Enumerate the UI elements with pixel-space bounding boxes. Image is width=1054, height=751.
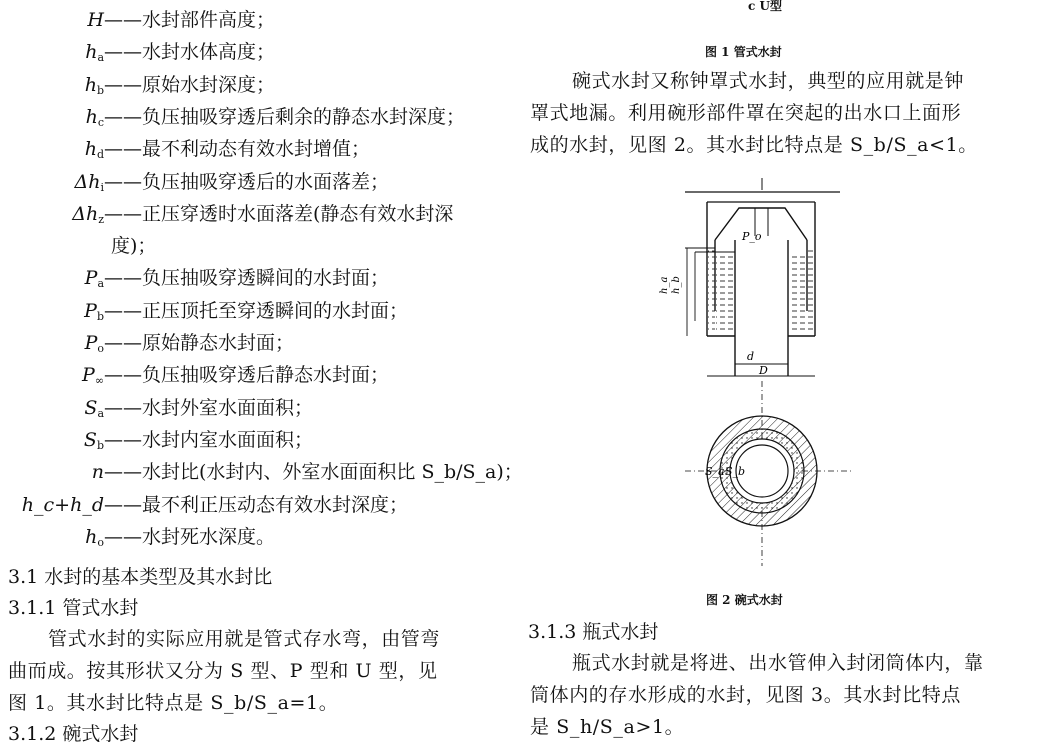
definition-description: ——负压抽吸穿透后静态水封面； <box>104 364 390 387</box>
definition-description: ——最不利动态有效水封增值； <box>104 138 371 161</box>
para-bowl-line-2: 罩式地漏。利用碗形部件罩在突起的出水口上面形 <box>530 102 962 124</box>
section-heading-3-1-1: 3.1.1 管式水封 <box>8 597 139 619</box>
definition-description: ——水封比(水封内、外室水面面积比 S_b/S_a)； <box>104 461 523 484</box>
definition-symbol: $h_a$ <box>85 41 104 65</box>
definition-description: 度)； <box>111 235 157 258</box>
definition-symbol: $\Delta h_z$ <box>72 202 104 226</box>
definition-description: ——正压顶托至穿透瞬间的水封面； <box>104 299 409 322</box>
definition-description: ——水封死水深度。 <box>104 525 276 548</box>
definition-description: ——水封外室水面面积； <box>104 396 314 419</box>
section-heading-3-1: 3.1 水封的基本类型及其水封比 <box>8 566 273 588</box>
definition-symbol: $h_d$ <box>84 138 104 162</box>
para-pipe-line-3: 图 1。其水封比特点是 S_b/S_a=1。 <box>8 692 339 714</box>
definition-symbol: $S_a$ <box>84 396 104 420</box>
para-pipe-line-2: 曲而成。按其形状又分为 S 型、P 型和 U 型，见 <box>8 660 438 682</box>
para-bottle-line-1: 瓶式水封就是将进、出水管伸入封闭筒体内，靠 <box>572 652 984 674</box>
para-bottle-line-2: 筒体内的存水形成的水封，见图 3。其水封比特点 <box>530 684 961 706</box>
para-pipe-line-1: 管式水封的实际应用就是管式存水弯，由管弯 <box>48 628 441 650</box>
definition-description: ——负压抽吸穿透瞬间的水封面； <box>104 267 390 290</box>
figure-2-caption: 图 2 碗式水封 <box>706 593 783 607</box>
definition-description: ——原始静态水封面； <box>104 332 295 354</box>
definition-symbol: $h_b$ <box>84 73 104 97</box>
definition-symbol: n <box>91 461 104 484</box>
definition-symbol: h_c+h_d <box>21 493 104 516</box>
definition-symbol: $h_c$ <box>85 105 104 129</box>
figure-1-caption: 图 1 管式水封 <box>705 45 782 59</box>
label-hb: h_b <box>671 276 682 294</box>
definition-symbol: H <box>87 9 104 31</box>
label-ha: h_a <box>659 276 670 294</box>
figure-1-subcaption: c U型 <box>748 0 782 13</box>
label-sa: S_a <box>705 465 725 478</box>
definition-description: ——水封内室水面面积； <box>104 428 314 451</box>
para-bowl-line-1: 碗式水封又称钟罩式水封，典型的应用就是钟 <box>572 70 965 92</box>
definition-description: ——最不利正压动态有效水封深度； <box>104 493 409 516</box>
definition-description: ——正压穿透时水面落差(静态有效水封深 <box>104 202 454 225</box>
definition-symbol: $\Delta h_i$ <box>74 170 104 194</box>
definition-description: ——负压抽吸穿透后的水面落差； <box>104 170 390 193</box>
section-heading-3-1-2: 3.1.2 碗式水封 <box>8 723 139 745</box>
section-heading-3-1-3: 3.1.3 瓶式水封 <box>528 621 659 643</box>
label-p0: P_o <box>742 230 762 243</box>
label-D: D <box>759 364 768 377</box>
para-bottle-line-3: 是 S_h/S_a>1。 <box>530 716 685 738</box>
definition-symbol: $P_a$ <box>84 267 104 291</box>
definition-description: ——水封部件高度； <box>104 9 276 31</box>
definition-description: ——水封水体高度； <box>104 41 276 64</box>
definition-symbol: $P_b$ <box>84 299 104 323</box>
definition-description: ——原始水封深度； <box>104 73 276 96</box>
figure-2-bowl-trap-diagram <box>655 176 860 571</box>
para-bowl-line-3: 成的水封，见图 2。其水封比特点是 S_b/S_a<1。 <box>530 134 978 156</box>
label-d: d <box>747 350 755 363</box>
definition-symbol: $P_o$ <box>84 332 104 355</box>
definition-description: ——负压抽吸穿透后剩余的静态水封深度； <box>104 105 466 128</box>
definition-symbol: $h_o$ <box>85 525 104 549</box>
definition-symbol: $S_b$ <box>83 428 104 452</box>
definition-symbol: $P_\infty$ <box>82 364 104 388</box>
label-sb: S_b <box>725 465 746 478</box>
